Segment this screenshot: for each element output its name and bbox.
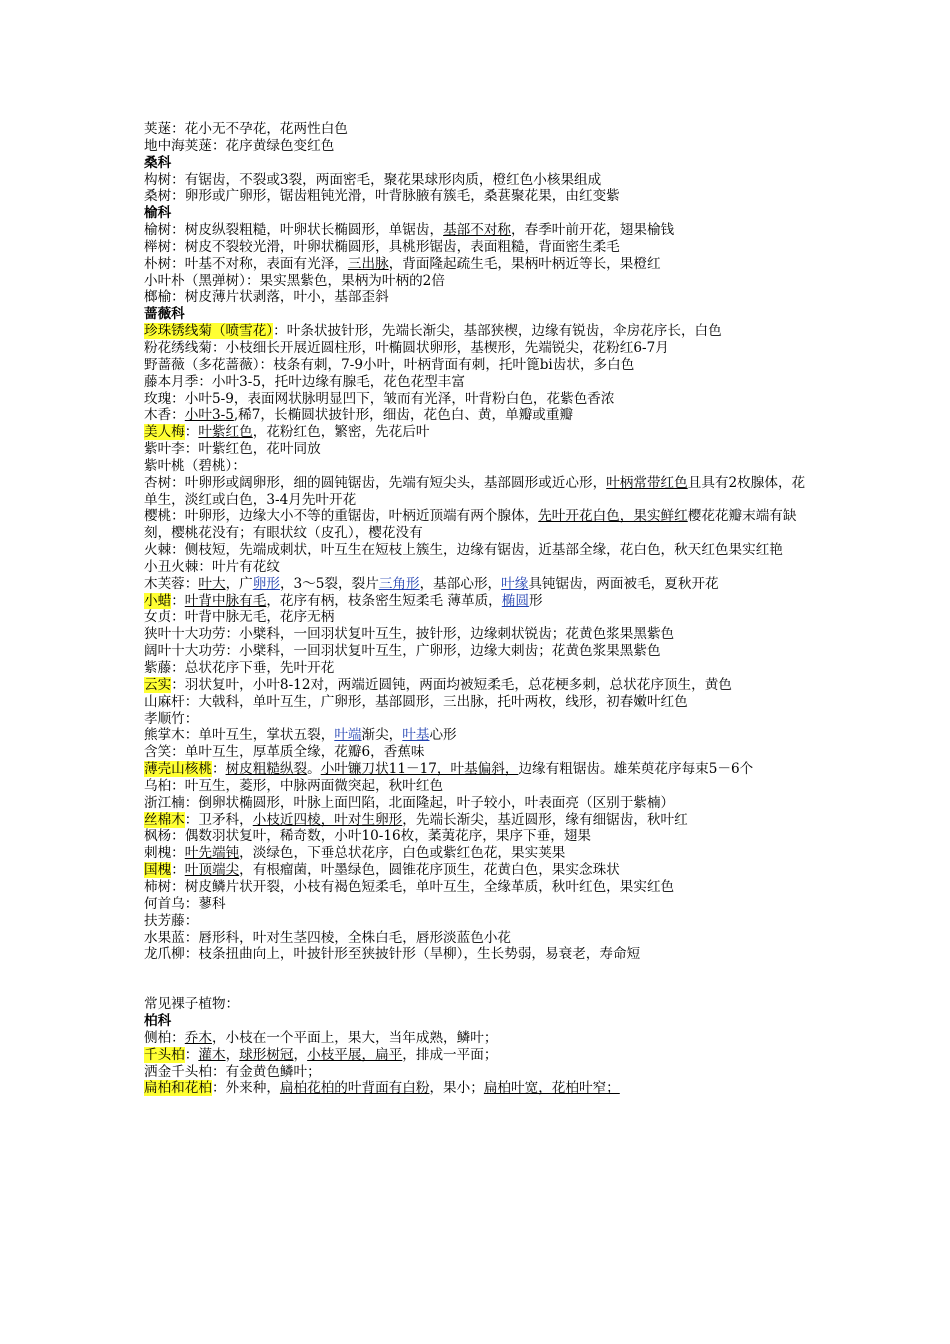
text-line [144, 795, 809, 812]
text-segment: 何首乌：蓼科 [144, 895, 226, 912]
highlighted-text: 千头柏 [144, 1046, 185, 1063]
text-segment: ：叶条状披针形，先端长渐尖，基部狭楔，边缘有锐齿，伞房花序长，白色 [273, 323, 722, 340]
text-line [144, 1080, 809, 1097]
text-line [144, 1047, 809, 1064]
underlined-text: 叶先端钝 [184, 845, 240, 862]
text-segment: 渐尖， [361, 727, 403, 744]
section-heading [144, 1013, 809, 1030]
text-segment: 木香： [144, 407, 185, 424]
underlined-text: 小枝近四棱，叶对生卵形 [252, 811, 403, 828]
blank-spacer [144, 963, 809, 996]
underlined-text: 基部不对称 [443, 222, 512, 239]
text-segment: ：外来种， [211, 1080, 280, 1097]
section-heading [144, 205, 809, 222]
text-segment: 榔榆：树皮薄片状剥落，叶小，基部歪斜 [144, 289, 389, 306]
text-segment: 木芙蓉： [144, 575, 199, 592]
underlined-text: 先叶开花白色，果实鲜红 [538, 508, 688, 525]
underlined-text: 小叶3-5 [184, 407, 234, 424]
text-segment: ，3～5裂，裂片 [279, 575, 379, 592]
text-segment: 女贞：叶背中脉无毛，花序无柄 [144, 609, 335, 626]
text-segment: 形 [528, 592, 543, 609]
underlined-text: 叶顶端尖 [184, 862, 240, 879]
text-segment: 朴树：叶基不对称，表面有光泽， [144, 255, 348, 272]
text-segment: 荚蒾：花小无不孕花，花两性白色 [144, 121, 348, 137]
underlined-text: 叶大 [198, 575, 226, 592]
text-segment: ：羽状复叶，小叶8-12对，两端近圆钝，两面均被短柔毛，总花梗多刺，总状花序顶生，黄色 [171, 676, 732, 693]
text-segment: 樱桃：叶卵形，边缘大小不等的重锯齿，叶柄近顶端有两个腺体， [144, 508, 539, 525]
highlighted-text: 珍珠锈线菊（喷雪花） [144, 323, 274, 340]
text-segment: 榆科 [144, 205, 172, 222]
text-line [144, 1064, 809, 1081]
text-segment: ，有根瘤菌，叶墨绿色，圆锥花序顶生，花黄白色，果实念珠状 [239, 862, 620, 879]
term-link[interactable]: 叶端 [334, 727, 362, 744]
highlighted-text: 美人梅 [144, 424, 185, 441]
text-line [144, 845, 809, 862]
text-line [144, 458, 809, 475]
text-line [144, 121, 809, 138]
text-segment: ，先端长渐尖，基近圆形，缘有细锯齿，秋叶红 [402, 811, 688, 828]
highlighted-text: 扁柏和花柏 [144, 1080, 212, 1097]
text-line [144, 289, 809, 306]
text-line [144, 357, 809, 374]
text-segment: 阔叶十大功劳：小檗科，一回羽状复叶互生，广卵形，边缘大刺齿；花黄色浆果黑紫色 [144, 643, 661, 660]
text-segment: 藤本月季：小叶3-5，托叶边缘有腺毛，花色花型丰富 [144, 373, 465, 390]
text-segment: 小叶朴（黑弹树）：果实黑紫色，果柄为叶柄的2倍 [144, 272, 445, 289]
text-segment: ： [184, 1046, 199, 1063]
text-segment: ,稀7，长椭圆状披针形，细齿，花色白、黄，单瓣或重瓣 [233, 407, 574, 424]
text-segment: 紫藤：总状花序下垂，先叶开花 [144, 660, 335, 676]
text-line [144, 256, 809, 273]
text-segment: ，花粉红色，繁密，先花后叶 [252, 424, 430, 441]
term-link[interactable]: 三角形 [378, 575, 420, 592]
text-line [144, 407, 809, 424]
text-segment: ， [293, 1046, 308, 1063]
text-segment: 榆树：树皮纵裂粗糙，叶卵状长椭圆形，单锯齿， [144, 222, 444, 239]
text-segment: 。 [307, 761, 321, 778]
text-line [144, 879, 809, 896]
text-segment: 狭叶十大功劳：小檗科，一回羽状复叶互生，披针形，边缘刺状锐齿；花黄色浆果黑紫色 [144, 626, 675, 643]
text-line [144, 626, 809, 643]
text-segment: 刺槐： [144, 845, 185, 862]
text-segment: 构树：有锯齿，不裂或3裂，两面密毛，聚花果球形肉质，橙红色小核果组成 [144, 171, 602, 188]
text-segment: 杏树：叶卵形或阔卵形，细的圆钝锯齿，先端有短尖头，基部圆形或近心形， [144, 474, 607, 491]
section-heading [144, 155, 809, 172]
text-line [144, 711, 809, 728]
text-segment: 水果蓝：唇形科，叶对生茎四棱，全株白毛，唇形淡蓝色小花 [144, 929, 512, 946]
text-segment: 蔷薇科 [144, 306, 185, 323]
text-segment: 乌桕：叶互生，菱形，中脉两面微突起，秋叶红色 [144, 777, 444, 794]
text-segment: ，淡绿色，下垂总状花序，白色或紫红色花，果实荚果 [239, 845, 566, 862]
text-line [144, 761, 809, 778]
text-line [144, 508, 809, 542]
text-segment: 柿树：树皮鳞片状开裂，小枝有褐色短柔毛，单叶互生，全缘革质，秋叶红色，果实红色 [144, 878, 675, 895]
text-line [144, 694, 809, 711]
text-line [144, 542, 809, 559]
underlined-text: 三出脉 [347, 255, 389, 272]
term-link[interactable]: 叶基 [402, 727, 430, 744]
text-line [144, 930, 809, 947]
text-segment: 火棘：侧枝短，先端成刺状，叶互生在短枝上簇生，边缘有锯齿，近基部全缘，花白色，秋天红色果实红艳 [144, 542, 783, 559]
text-line [144, 576, 809, 593]
highlighted-text: 小蜡 [144, 592, 172, 609]
text-line [144, 239, 809, 256]
text-line [144, 391, 809, 408]
text-line [144, 172, 809, 189]
text-line [144, 424, 809, 441]
text-line [144, 138, 809, 155]
text-line [144, 374, 809, 391]
text-line [144, 778, 809, 795]
text-segment: 且具有2枚腺体，花单生，淡红或白色，3-4月先叶开花 [144, 474, 806, 508]
text-segment: 榉树：树皮不裂较光滑，叶卵状椭圆形，具桃形锯齿，表面粗糙，背面密生柔毛 [144, 238, 620, 255]
text-line [144, 727, 809, 744]
text-segment: 熊掌木：单叶互生，掌状五裂， [144, 727, 335, 744]
text-line [144, 913, 809, 930]
text-segment: 含笑：单叶互生，厚革质全缘，花瓣6，香蕉味 [144, 744, 425, 761]
highlighted-text: 丝棉木 [144, 811, 185, 828]
text-line [144, 996, 809, 1013]
text-segment: 紫叶李：叶紫红色，花叶同放 [144, 441, 321, 458]
text-segment: 浙江楠：倒卵状椭圆形，叶脉上面凹陷，北面隆起，叶子较小，叶表面亮（区别于紫楠） [144, 794, 675, 811]
text-segment: ： [171, 862, 185, 879]
text-segment: ，小枝在一个平面上，果大，当年成熟，鳞叶； [211, 1029, 498, 1046]
underlined-text: 灌木 [198, 1046, 226, 1063]
text-segment: ，果小； [429, 1080, 484, 1097]
highlighted-text: 薄壳山核桃 [144, 761, 212, 778]
underlined-text: 球形树冠 [239, 1046, 294, 1063]
text-segment: ，排成一平面； [402, 1046, 498, 1063]
text-segment: 扶芳藤： [144, 912, 199, 929]
underlined-text: 扁柏叶宽，花柏叶窄； [483, 1080, 620, 1097]
text-segment: ，基部心形， [419, 575, 502, 592]
underlined-text: 扁柏花柏的叶背面有白粉 [279, 1080, 430, 1097]
underlined-text: 树皮粗糙纵裂 [225, 761, 308, 778]
text-line [144, 222, 809, 239]
text-line [144, 441, 809, 458]
text-segment: 孝顺竹： [144, 710, 199, 727]
term-link[interactable]: 椭圆 [501, 592, 529, 609]
term-link[interactable]: 叶缘 [501, 575, 529, 592]
underlined-text: 叶背中脉有毛 [184, 592, 267, 609]
text-line [144, 323, 809, 340]
text-segment: ：卫矛科， [184, 811, 253, 828]
text-line [144, 475, 809, 509]
text-segment: ，花序有柄，枝条密生短柔毛 薄革质， [266, 592, 502, 609]
text-segment: 紫叶桃（碧桃）： [144, 457, 246, 474]
text-line [144, 188, 809, 205]
highlighted-text: 国槐 [144, 862, 172, 879]
text-line [144, 340, 809, 357]
text-segment: 龙爪柳：枝条扭曲向上，叶披针形至狭披针形（旱柳），生长势弱，易衰老，寿命短 [144, 946, 641, 963]
section-heading [144, 306, 809, 323]
text-segment: 洒金千头柏：有金黄色鳞叶； [144, 1063, 321, 1080]
text-segment: ，春季叶前开花，翅果榆钱 [511, 222, 675, 239]
underlined-text: 乔木 [184, 1029, 212, 1046]
underlined-text: 小叶镰刀状11－17，叶基偏斜， [320, 761, 519, 778]
text-segment: 小丑火棘：叶片有花纹 [144, 558, 280, 575]
text-line [144, 593, 809, 610]
highlighted-text: 云实 [144, 676, 172, 693]
text-segment: 粉花绣线菊：小枝细长开展近圆柱形，叶椭圆状卵形，基楔形，先端锐尖，花粉红6-7月 [144, 339, 669, 356]
text-line [144, 896, 809, 913]
text-line [144, 273, 809, 290]
text-segment: 枫杨：偶数羽状复叶，稀奇数，小叶10-16枚，葇荑花序，果序下垂，翅果 [144, 828, 591, 845]
text-line [144, 643, 809, 660]
underlined-text: 叶柄常带红色 [606, 474, 688, 491]
text-segment: 侧柏： [144, 1029, 185, 1046]
text-segment: 桑科 [144, 154, 172, 171]
text-segment: ，背面隆起疏生毛，果柄叶柄近等长，果橙红 [388, 255, 661, 272]
text-segment: 玫瑰：小叶5-9，表面网状脉明显凹下，皱而有光泽，叶背粉白色，花紫色香浓 [144, 390, 615, 407]
text-line [144, 559, 809, 576]
text-line [144, 812, 809, 829]
text-segment: ， [225, 1046, 240, 1063]
text-segment: 樱花花瓣末端有缺刻，樱桃花没有；有眼状纹（皮孔），樱花没有 [144, 508, 797, 542]
text-segment: ： [211, 761, 226, 778]
text-segment: ： [171, 592, 185, 609]
text-line [144, 1030, 809, 1047]
text-segment: 心形 [429, 727, 457, 744]
text-segment: 桑树：卵形或广卵形，锯齿粗钝光滑，叶背脉腋有簇毛，桑葚聚花果，由红变紫 [144, 188, 620, 205]
text-segment: ： [184, 424, 199, 441]
text-line [144, 946, 809, 963]
text-line [144, 744, 809, 761]
term-link[interactable]: 卵形 [252, 575, 280, 592]
text-segment: 常见裸子植物： [144, 996, 240, 1013]
text-segment: 柏科 [144, 1013, 172, 1030]
text-segment: 具钝锯齿，两面被毛，夏秋开花 [528, 575, 719, 592]
text-line [144, 677, 809, 694]
text-line [144, 609, 809, 626]
text-segment: 野蔷薇（多花蔷薇）：枝条有刺，7-9小叶，叶柄背面有刺，托叶篦bi齿状，多白色 [144, 356, 635, 373]
underlined-text: 小枝平展，扁平 [307, 1046, 403, 1063]
text-line [144, 660, 809, 677]
text-segment: ，广 [225, 575, 253, 592]
text-line [144, 828, 809, 845]
text-segment: 地中海荚蒾：花序黄绿色变红色 [144, 137, 335, 154]
text-segment: 山麻杆：大戟科，单叶互生，广卵形，基部圆形，三出脉，托叶两枚，线形，初春嫩叶红色 [144, 693, 688, 710]
document-body [144, 121, 809, 1097]
text-line [144, 862, 809, 879]
text-segment: 边缘有粗锯齿。雄茱萸花序每束5－6个 [518, 761, 754, 778]
underlined-text: 叶紫红色 [198, 424, 253, 441]
